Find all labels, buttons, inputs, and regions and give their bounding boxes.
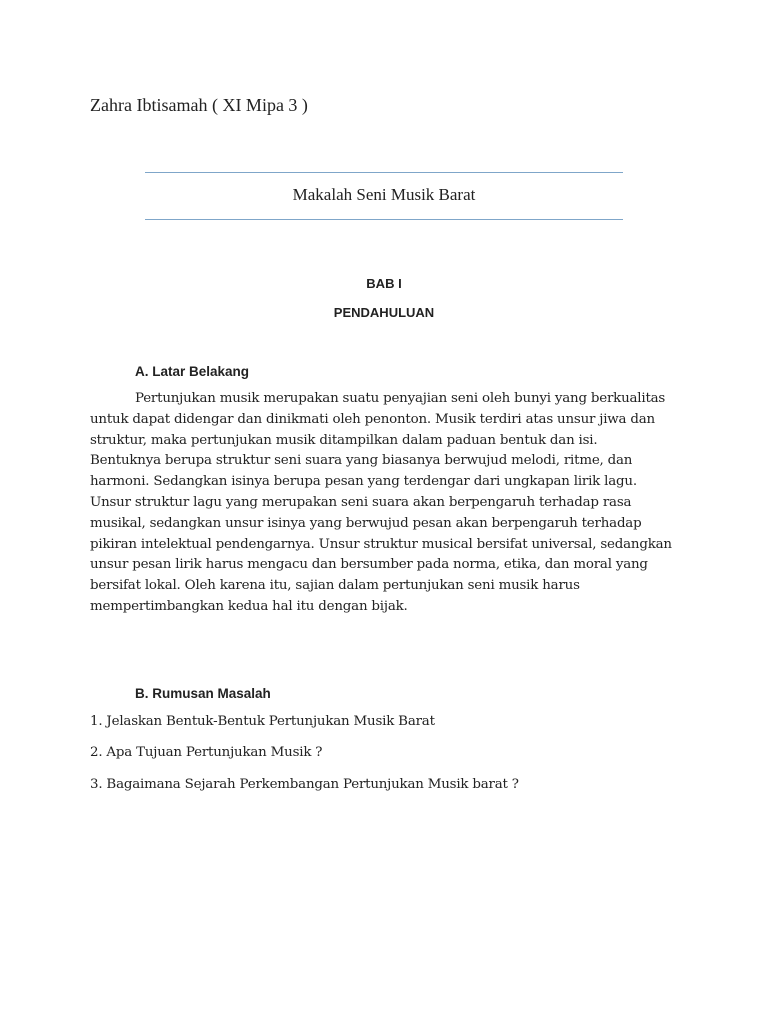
list-item: 3. Bagaimana Sejarah Perkembangan Pertunjukan Musik barat ? (90, 777, 519, 792)
chapter-number: BAB I (366, 276, 402, 291)
section-b-heading: B. Rumusan Masalah (135, 686, 271, 701)
section-a-heading: A. Latar Belakang (135, 364, 250, 379)
paragraph-line: Unsur struktur lagu yang merupakan seni suara akan berpengaruh terhadap rasa (90, 494, 632, 510)
paragraph-line: untuk dapat didengar dan dinikmati oleh penonton. Musik terdiri atas unsur jiwa dan (90, 411, 655, 427)
document-title: Makalah Seni Musik Barat (292, 185, 476, 204)
list-item: 1. Jelaskan Bentuk-Bentuk Pertunjukan Musik Barat (90, 714, 435, 729)
paragraph-line: pikiran intelektual pendengarnya. Unsur struktur musical bersifat universal, sedangkan (90, 536, 672, 552)
paragraph-line: struktur, maka pertunjukan musik ditampilkan dalam paduan bentuk dan isi. (90, 432, 598, 448)
paragraph-line: musikal, sedangkan unsur isinya yang berwujud pesan akan berpengaruh terhadap (90, 515, 642, 531)
title-rule-bottom (145, 219, 623, 220)
chapter-title: PENDAHULUAN (333, 305, 435, 320)
paragraph-line: Bentuknya berupa struktur seni suara yang biasanya berwujud melodi, ritme, dan (90, 453, 633, 469)
paragraph-line: mempertimbangkan kedua hal itu dengan bijak. (90, 598, 408, 614)
paragraph-line: unsur pesan lirik harus mengacu dan bersumber pada norma, etika, dan moral yang (90, 557, 648, 573)
section-a-paragraph (90, 389, 690, 618)
list-item: 2. Apa Tujuan Pertunjukan Musik ? (90, 745, 323, 760)
title-rule-top (145, 172, 623, 173)
paragraph-line: Pertunjukan musik merupakan suatu penyajian seni oleh bunyi yang berkualitas (135, 391, 666, 406)
author-line: Zahra Ibtisamah ( XI Mipa 3 ) (90, 95, 308, 115)
paragraph-line: harmoni. Sedangkan isinya berupa pesan yang terdengar dari ungkapan lirik lagu. (90, 474, 637, 490)
paragraph-line: bersifat lokal. Oleh karena itu, sajian dalam pertunjukan seni musik harus (90, 578, 580, 594)
